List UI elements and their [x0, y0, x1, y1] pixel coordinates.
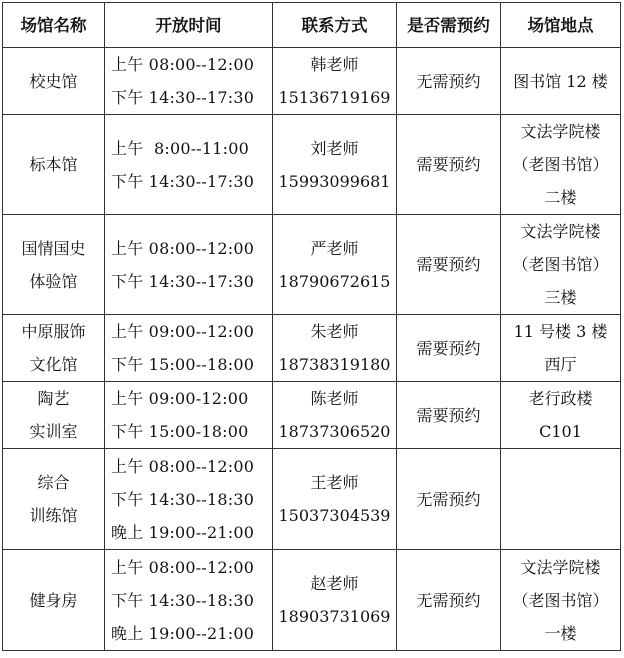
open-time-cell — [105, 382, 273, 449]
venue-name-cell — [3, 382, 105, 449]
open-time-cell — [105, 215, 273, 315]
location-line: 文法学院楼 — [520, 222, 601, 241]
venue-name-cell — [3, 315, 105, 382]
header-row — [3, 3, 621, 48]
venue-name-cell — [3, 115, 105, 215]
time-slot: 下午 14:30--17:30 — [111, 271, 255, 291]
header-reservation: 是否需预约 — [397, 3, 501, 48]
reservation-cell: 需要预约 — [397, 382, 501, 449]
location-line: 西厅 — [544, 355, 577, 374]
contact-phone: 18790672615 — [278, 271, 391, 291]
time-slot: 晚上 19:00--21:00 — [111, 522, 255, 542]
contact-cell — [273, 382, 397, 449]
table-row — [3, 115, 621, 215]
time-slot: 下午 14:30--17:30 — [111, 88, 255, 107]
reservation-cell: 无需预约 — [397, 48, 501, 115]
location-line: 一楼 — [544, 623, 577, 643]
contact-cell — [273, 115, 397, 215]
reservation-cell: 无需预约 — [397, 449, 501, 550]
contact-person: 陈老师 — [310, 389, 359, 408]
venue-name: 校史馆 — [29, 71, 78, 91]
reservation-cell: 需要预约 — [397, 315, 501, 382]
contact-person: 王老师 — [310, 473, 359, 492]
contact-cell — [273, 550, 397, 651]
contact-person: 严老师 — [310, 238, 359, 258]
location-cell — [501, 382, 621, 449]
contact-phone: 15136719169 — [278, 88, 391, 107]
reservation-cell: 需要预约 — [397, 115, 501, 215]
contact-person: 韩老师 — [310, 55, 359, 74]
time-slot: 下午 14:30--17:30 — [111, 171, 255, 191]
contact-cell — [273, 48, 397, 115]
location-line: 文法学院楼 — [520, 122, 601, 141]
time-slot: 上午 08:00--12:00 — [111, 55, 255, 74]
venue-table-wrapper — [2, 2, 621, 651]
venue-name: 训练馆 — [29, 506, 78, 525]
contact-cell — [273, 215, 397, 315]
contact-phone: 15993099681 — [278, 171, 391, 191]
location-line: （老图书馆） — [512, 590, 609, 610]
location-cell — [501, 215, 621, 315]
table-row — [3, 449, 621, 550]
time-slot: 上午 08:00--12:00 — [111, 456, 255, 476]
table-row — [3, 550, 621, 651]
reservation-cell: 需要预约 — [397, 215, 501, 315]
open-time-cell — [105, 115, 273, 215]
table-row — [3, 48, 621, 115]
table-row — [3, 315, 621, 382]
location-cell — [501, 115, 621, 215]
time-slot: 下午 15:00-18:00 — [111, 422, 249, 441]
contact-person: 刘老师 — [310, 138, 359, 158]
time-slot: 晚上 19:00--21:00 — [111, 623, 255, 643]
venue-name: 中原服饰 — [21, 322, 86, 341]
time-slot: 上午 8:00--11:00 — [111, 138, 250, 158]
location-cell — [501, 48, 621, 115]
venue-name-cell — [3, 550, 105, 651]
open-time-cell — [105, 315, 273, 382]
header-location: 场馆地点 — [501, 3, 621, 48]
location-cell — [501, 449, 621, 550]
venue-table — [2, 2, 621, 651]
venue-name-cell — [3, 449, 105, 550]
contact-phone: 18737306520 — [278, 422, 391, 441]
location-line: 11 号楼 3 楼 — [513, 322, 608, 341]
location-line: 三楼 — [544, 288, 577, 307]
contact-phone: 18738319180 — [278, 355, 391, 374]
venue-name: 标本馆 — [29, 155, 78, 174]
venue-name-cell — [3, 48, 105, 115]
contact-person: 朱老师 — [310, 322, 359, 341]
venue-name: 陶艺 — [37, 389, 70, 408]
venue-name: 体验馆 — [29, 271, 78, 291]
location-cell — [501, 315, 621, 382]
venue-name: 国情国史 — [21, 238, 86, 258]
contact-cell — [273, 315, 397, 382]
header-venue-name: 场馆名称 — [3, 3, 105, 48]
venue-name-cell — [3, 215, 105, 315]
time-slot: 下午 14:30--18:30 — [111, 489, 255, 509]
contact-phone: 18903731069 — [278, 607, 391, 626]
venue-name: 实训室 — [29, 422, 78, 441]
time-slot: 下午 14:30--18:30 — [111, 590, 255, 610]
time-slot: 上午 08:00--12:00 — [111, 557, 255, 577]
open-time-cell — [105, 48, 273, 115]
location-line: 老行政楼 — [528, 389, 593, 408]
location-line: 图书馆 12 楼 — [513, 71, 608, 91]
location-line: （老图书馆） — [512, 255, 609, 274]
open-time-cell — [105, 449, 273, 550]
location-line: （老图书馆） — [512, 155, 609, 174]
location-line: 二楼 — [544, 188, 577, 207]
header-contact: 联系方式 — [273, 3, 397, 48]
time-slot: 上午 09:00--12:00 — [111, 322, 255, 341]
time-slot: 下午 15:00--18:00 — [111, 355, 255, 374]
venue-name: 文化馆 — [29, 355, 78, 374]
contact-person: 赵老师 — [310, 574, 359, 593]
time-slot: 上午 09:00-12:00 — [111, 389, 249, 408]
location-line: C101 — [539, 422, 582, 441]
table-row — [3, 215, 621, 315]
open-time-cell — [105, 550, 273, 651]
time-slot: 上午 08:00--12:00 — [111, 238, 255, 258]
venue-name: 健身房 — [29, 590, 78, 610]
table-row — [3, 382, 621, 449]
header-open-time: 开放时间 — [105, 3, 273, 48]
location-cell — [501, 550, 621, 651]
contact-phone: 15037304539 — [278, 506, 391, 525]
venue-name: 综合 — [37, 473, 70, 492]
location-line: 文法学院楼 — [520, 557, 601, 577]
contact-cell — [273, 449, 397, 550]
reservation-cell: 无需预约 — [397, 550, 501, 651]
